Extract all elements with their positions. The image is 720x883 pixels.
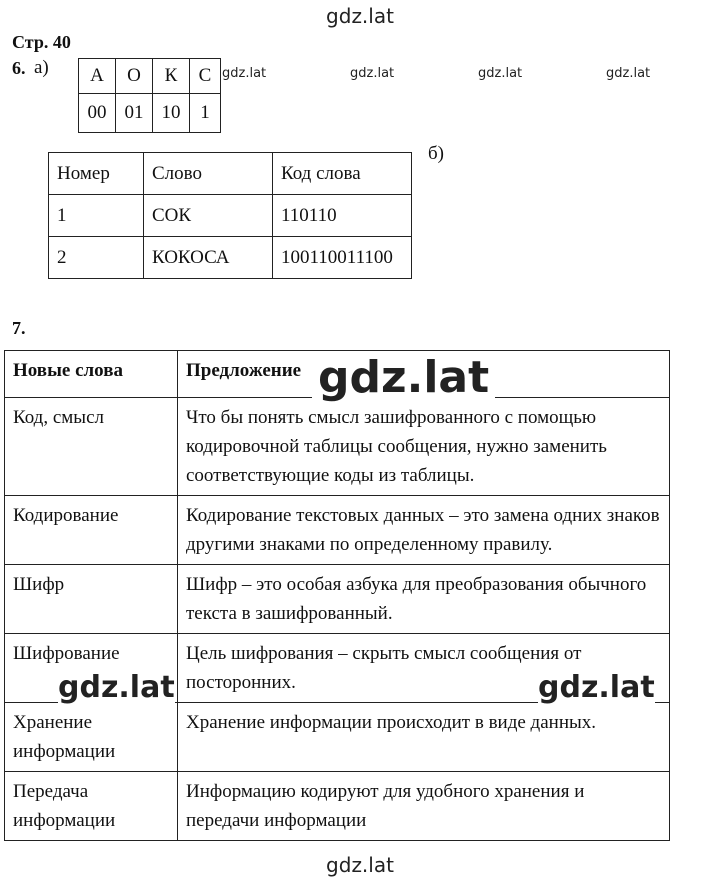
alphabet-codes-row (79, 94, 221, 133)
watermark-medium-left: gdz.lat (58, 670, 175, 705)
table-row (5, 398, 670, 496)
table-cell: КОКОСА (144, 237, 273, 279)
task6-part-a: а) (34, 57, 49, 78)
table-row (5, 772, 670, 841)
word-codes-table (48, 152, 412, 279)
task6-part-b: б) (428, 143, 444, 164)
table-row (5, 565, 670, 634)
table-cell: Шифрование (5, 634, 178, 703)
alphabet-letter: К (153, 59, 190, 94)
alphabet-table (78, 58, 221, 133)
table-cell: 100110011100 (273, 237, 412, 279)
table-cell: Кодирование (5, 496, 178, 565)
task7-number: 7. (12, 318, 26, 338)
table-row (49, 237, 412, 279)
watermark-medium-right: gdz.lat (538, 670, 655, 705)
watermark-large: gdz.lat (312, 352, 495, 404)
new-words-table (4, 350, 670, 841)
column-header: Слово (144, 153, 273, 195)
column-header: Предложение (178, 351, 670, 398)
watermark-top: gdz.lat (326, 4, 394, 28)
watermark-small-1: gdz.lat (222, 66, 267, 81)
table-cell: Шифр (5, 565, 178, 634)
alphabet-code: 00 (79, 94, 116, 133)
table-row (49, 195, 412, 237)
column-header: Код слова (273, 153, 412, 195)
table-cell: Шифр – это особая азбука для преобразования обычного текста в зашифрованный. (178, 565, 670, 634)
table-cell: Хранение информации происходит в виде данных. (178, 703, 670, 772)
alphabet-code: 01 (116, 94, 153, 133)
watermark-small-3: gdz.lat (478, 66, 523, 81)
table-cell: 1 (49, 195, 144, 237)
word-codes-header-row (49, 153, 412, 195)
table-cell: Передача информации (5, 772, 178, 841)
task6-number: 6. (12, 58, 26, 78)
table-cell: Что бы понять смысл зашифрованного с помощью кодировочной таблицы сообщения, нужно заменить соответствующие коды из таблицы. (178, 398, 670, 496)
table-cell: Хранение информации (5, 703, 178, 772)
table-cell: СОК (144, 195, 273, 237)
table-cell: Цель шифрования – скрыть смысл сообщения от посторонних. (178, 634, 670, 703)
column-header: Номер (49, 153, 144, 195)
table-cell: 2 (49, 237, 144, 279)
watermark-small-2: gdz.lat (350, 66, 395, 81)
alphabet-code: 1 (190, 94, 221, 133)
table-cell: Код, смысл (5, 398, 178, 496)
table-cell: Кодирование текстовых данных – это замена одних знаков другими знаками по определенному правилу. (178, 496, 670, 565)
table-cell: Информацию кодируют для удобного хранения и передачи информации (178, 772, 670, 841)
table-row (5, 496, 670, 565)
table-cell: 110110 (273, 195, 412, 237)
page-ref: Стр. 40 (12, 32, 71, 52)
alphabet-letter: О (116, 59, 153, 94)
watermark-bottom: gdz.lat (326, 853, 394, 877)
column-header: Новые слова (5, 351, 178, 398)
alphabet-letter: С (190, 59, 221, 94)
watermark-small-4: gdz.lat (606, 66, 651, 81)
alphabet-code: 10 (153, 94, 190, 133)
alphabet-letters-row (79, 59, 221, 94)
alphabet-letter: А (79, 59, 116, 94)
table-row (5, 703, 670, 772)
